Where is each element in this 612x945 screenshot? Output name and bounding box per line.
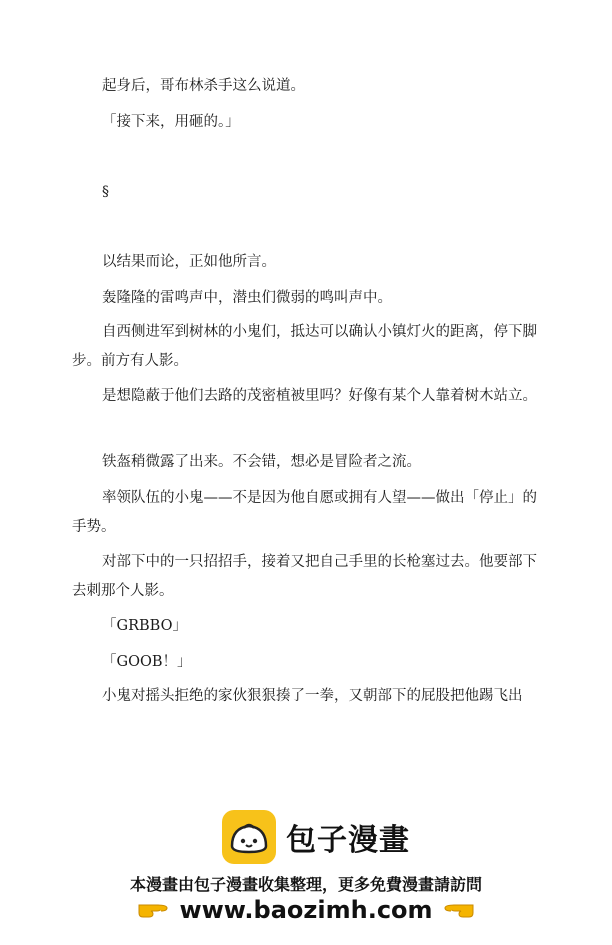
paragraph: 「接下来，用砸的。」: [102, 114, 240, 130]
paragraph: 起身后，哥布林杀手这么说道。: [102, 78, 305, 94]
paragraph: 对部下中的一只招招手，接着又把自己手里的长枪塞过去。他要部下去刺那个人影。: [72, 554, 537, 599]
paragraph: 铁盔稍微露了出来。不会错，想必是冒险者之流。: [102, 454, 421, 470]
paragraph: 轰隆隆的雷鸣声中，潜虫们微弱的鸣叫声中。: [102, 290, 392, 306]
paragraph: 「GOOB！」: [102, 654, 192, 670]
watermark-logo: [222, 810, 410, 864]
paragraph: 「GRBBO」: [102, 618, 187, 634]
pointing-hand-icon: [137, 897, 169, 923]
brand-name: 包子漫畫: [286, 823, 410, 858]
paragraph: 率领队伍的小鬼——不是因为他自愿或拥有人望——做出「停止」的手势。: [72, 490, 537, 535]
paragraph: 是想隐蔽于他们去路的茂密植被里吗？好像有某个人靠着树木站立。: [102, 388, 537, 404]
paragraph: 小鬼对摇头拒绝的家伙狠狠揍了一拳，又朝部下的屁股把他踢飞出: [102, 688, 523, 704]
watermark-url-row: [0, 896, 612, 924]
watermark-tagline: 本漫畫由包子漫畫收集整理，更多免費漫畫請訪問: [129, 875, 482, 894]
paragraph: 自西侧进军到树林的小鬼们，抵达可以确认小镇灯火的距离，停下脚步。前方有人影。: [72, 324, 537, 369]
paragraph: 以结果而论，正如他所言。: [102, 254, 276, 270]
pointing-hand-icon: [443, 897, 475, 923]
section-mark: §: [102, 184, 109, 200]
site-url[interactable]: www.baozimh.com: [179, 896, 433, 924]
baozi-logo-icon: [222, 810, 276, 864]
